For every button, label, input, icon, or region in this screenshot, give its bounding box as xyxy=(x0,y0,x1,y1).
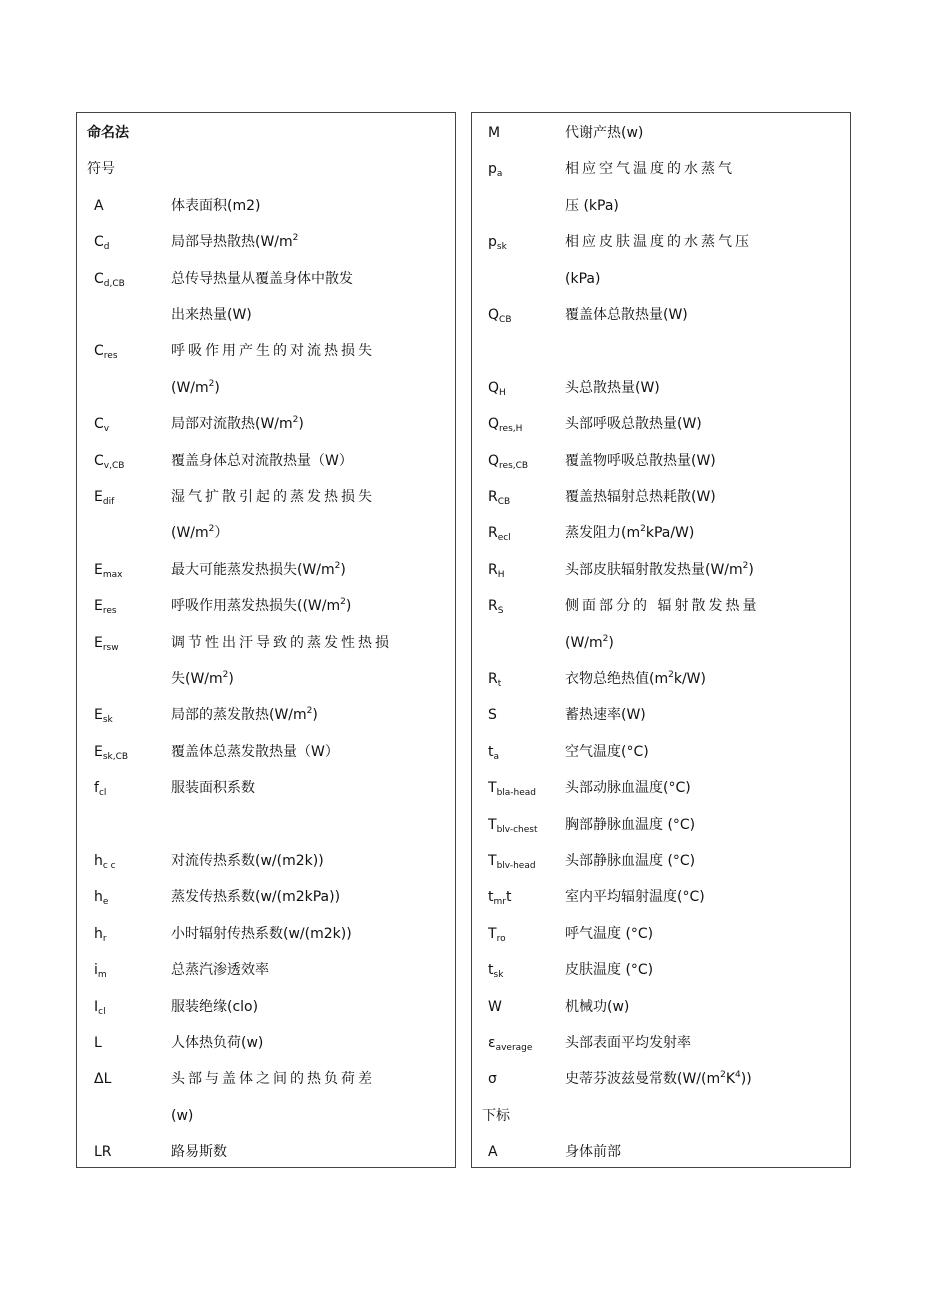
nomenclature-row xyxy=(472,406,850,442)
nomenclature-row xyxy=(472,661,850,697)
symbol: $C_d$ xyxy=(94,234,110,253)
nomenclature-row xyxy=(77,952,455,988)
symbol: S xyxy=(488,707,497,724)
description: 路易斯数 xyxy=(171,1144,227,1161)
description: 头部表面平均发射率 xyxy=(565,1035,691,1051)
symbol: A xyxy=(94,197,104,214)
nomenclature-row xyxy=(472,807,850,843)
symbol-subscript: d,CB xyxy=(103,278,125,289)
symbol: $f_{cl}$ xyxy=(94,780,107,799)
nomenclature-row xyxy=(77,406,455,442)
description-superscript: 2 xyxy=(668,670,674,680)
symbol-subscript: v xyxy=(103,424,110,435)
description: 呼吸作用产生的对流热损失 xyxy=(171,343,375,360)
symbol: W xyxy=(488,998,502,1015)
nomenclature-row xyxy=(77,370,455,406)
symbol-subscript: sk xyxy=(102,715,113,726)
symbol-subscript: res,H xyxy=(499,424,523,435)
description: 服装绝缘(clo) xyxy=(171,998,259,1015)
symbol: $h_{c c}$ xyxy=(94,853,116,871)
nomenclature-row xyxy=(472,1061,850,1097)
symbol-subscript: max xyxy=(102,569,123,580)
symbol-subscript: sk,CB xyxy=(102,751,129,762)
symbol-subscript: sk xyxy=(493,970,504,981)
symbol-subscript: sk xyxy=(496,242,507,253)
description: $(W/m^2)$ xyxy=(171,378,220,396)
symbol: $h_e$ xyxy=(94,889,109,908)
description: 空气温度(°C) xyxy=(565,743,649,760)
nomenclature-row xyxy=(472,879,850,915)
description: 调节性出汗导致的蒸发性热损 xyxy=(171,634,392,651)
symbol-subscript: c c xyxy=(102,861,116,871)
nomenclature-row xyxy=(77,661,455,697)
symbol: $R_{CB}$ xyxy=(488,489,511,507)
symbol-subscript: res xyxy=(102,606,117,617)
symbol-subscript: rsw xyxy=(102,642,119,653)
description: 头部静脉血温度 (°C) xyxy=(565,853,696,869)
nomenclature-row xyxy=(472,224,850,260)
symbol-subscript: S xyxy=(497,606,504,617)
symbol-subscript: cl xyxy=(98,1006,106,1017)
description-superscript: 2 xyxy=(720,1070,726,1081)
symbol-subscript: H xyxy=(497,569,505,580)
symbol-subscript: cl xyxy=(98,788,107,799)
description: 头部与盖体之间的热负荷差 xyxy=(171,1071,375,1088)
nomenclature-row xyxy=(77,588,455,624)
nomenclature-row xyxy=(472,515,850,551)
symbol: $E_{sk,CB}$ xyxy=(94,743,129,762)
nomenclature-row xyxy=(472,370,850,406)
nomenclature-left-panel xyxy=(76,112,456,1168)
nomenclature-row xyxy=(472,115,850,151)
description: 机械功(w) xyxy=(565,998,630,1015)
description: 局部导热散热($W/m^2$ xyxy=(171,233,299,251)
symbol: $C_{res}$ xyxy=(94,343,118,362)
nomenclature-row xyxy=(472,151,850,187)
symbol-subscript: mr xyxy=(493,897,506,908)
description: (kPa) xyxy=(565,270,601,287)
description: 衣物总绝热值$(m^2k/W)$ xyxy=(565,670,706,687)
description: 史蒂芬波兹曼常数$(W/(m^2K^4))$ xyxy=(565,1070,752,1088)
symbol: $t_a$ xyxy=(488,743,500,762)
symbol: $Q_H$ xyxy=(488,379,506,398)
symbol: $T_{bla-head}$ xyxy=(488,780,537,799)
symbol: $T_{blv-head}$ xyxy=(488,853,536,871)
nomenclature-row xyxy=(77,297,455,333)
description: 皮肤温度 (°C) xyxy=(565,962,654,979)
nomenclature-row xyxy=(77,770,455,806)
nomenclature-row xyxy=(472,989,850,1025)
symbol: $p_a$ xyxy=(488,161,503,180)
nomenclature-right-panel xyxy=(471,112,851,1168)
nomenclature-row xyxy=(472,188,850,224)
symbol-subscript: d xyxy=(103,242,110,253)
description: 压 (kPa) xyxy=(565,197,619,214)
symbol: M xyxy=(488,125,501,141)
description-superscript: 2 xyxy=(222,670,229,680)
symbol: $i_m$ xyxy=(94,962,107,981)
description: 总蒸汽渗透效率 xyxy=(171,962,269,979)
nomenclature-row xyxy=(77,697,455,733)
symbol-subscript: blv-head xyxy=(496,861,536,871)
symbol: $h_r$ xyxy=(94,925,107,944)
description-superscript: 2 xyxy=(640,524,646,535)
nomenclature-row xyxy=(77,479,455,515)
description-superscript: 2 xyxy=(340,597,346,608)
symbol-subscript: res xyxy=(103,351,118,362)
description-superscript: 4 xyxy=(735,1070,741,1081)
nomenclature-row xyxy=(472,443,850,479)
symbol: LR xyxy=(94,1144,112,1161)
symbols-heading: 符号 xyxy=(87,161,115,178)
description: 覆盖体总蒸发散热量（W） xyxy=(171,743,339,760)
symbol-subscript: a xyxy=(493,751,500,762)
description: 覆盖热辐射总热耗散(W) xyxy=(565,489,716,505)
description: 蓄热速率(W) xyxy=(565,707,646,724)
symbol: L xyxy=(94,1035,102,1051)
nomenclature-row xyxy=(77,807,455,843)
symbol: $I_{cl}$ xyxy=(94,998,106,1017)
section-heading-row xyxy=(77,115,455,151)
description: 体表面积(m2) xyxy=(171,197,261,214)
symbol: $R_H$ xyxy=(488,561,505,580)
symbol-subscript: CB xyxy=(497,497,511,507)
symbol: $C_{d,CB}$ xyxy=(94,270,125,289)
description: $(W/m^2)$ xyxy=(565,633,614,651)
nomenclature-row xyxy=(472,625,850,661)
description-superscript: 2 xyxy=(292,415,299,426)
symbol-subscript: res,CB xyxy=(499,460,529,471)
description: 最大可能蒸发热损失$(W/m^2)$ xyxy=(171,560,346,578)
symbol-subscript: H xyxy=(499,387,506,398)
description: 局部对流散热$(W/m^2)$ xyxy=(171,415,304,433)
description: 覆盖身体总对流散热量（W） xyxy=(171,452,353,469)
nomenclature-row xyxy=(77,261,455,297)
description: 室内平均辐射温度(°C) xyxy=(565,889,705,906)
description-superscript: 2 xyxy=(208,378,215,389)
description: 头部动脉血温度(°C) xyxy=(565,780,691,797)
description: 失$(W/m^2)$ xyxy=(171,670,234,687)
nomenclature-row xyxy=(77,843,455,879)
nomenclature-row xyxy=(77,552,455,588)
nomenclature-row xyxy=(77,989,455,1025)
symbol-subscript: bla-head xyxy=(496,788,537,799)
description-superscript: 2 xyxy=(742,560,749,571)
symbol: $Q_{res,CB}$ xyxy=(488,452,529,471)
description: 总传导热量从覆盖身体中散发 xyxy=(171,270,353,287)
symbol-subscript: a xyxy=(496,169,503,180)
nomenclature-row xyxy=(472,952,850,988)
nomenclature-row xyxy=(77,443,455,479)
description: 呼气温度 (°C) xyxy=(565,925,654,942)
description: 湿气扩散引起的蒸发热损失 xyxy=(171,489,375,505)
nomenclature-row xyxy=(472,261,850,297)
symbol: ΔL xyxy=(94,1071,112,1088)
description: 覆盖体总散热量(W) xyxy=(565,307,688,323)
description: 出来热量(W) xyxy=(171,307,252,323)
symbol: $C_v$ xyxy=(94,416,110,435)
description: (w) xyxy=(171,1107,194,1124)
symbol: $E_{dif}$ xyxy=(94,489,115,507)
symbol-subscript: m xyxy=(97,970,107,981)
nomenclature-row xyxy=(472,697,850,733)
nomenclature-row xyxy=(77,879,455,915)
description: 相应空气温度的水蒸气 xyxy=(565,161,735,178)
nomenclature-row xyxy=(472,479,850,515)
symbol-subscript: e xyxy=(102,897,109,908)
symbol: $E_{max}$ xyxy=(94,561,123,580)
nomenclature-row xyxy=(77,1098,455,1134)
symbol-subscript: t xyxy=(497,679,502,689)
symbol: σ xyxy=(488,1071,497,1088)
nomenclature-row xyxy=(472,333,850,369)
description-superscript: 2 xyxy=(334,560,341,571)
symbol: $T_{ro}$ xyxy=(488,925,506,944)
symbol: $E_{res}$ xyxy=(94,598,117,617)
description: 代谢产热(w) xyxy=(565,125,644,141)
nomenclature-row xyxy=(472,770,850,806)
symbol-subscript: blv-chest xyxy=(496,824,538,835)
description-superscript: 2 xyxy=(208,524,215,535)
symbol: $p_{sk}$ xyxy=(488,234,507,253)
nomenclature-row xyxy=(77,333,455,369)
symbol: $R_S$ xyxy=(488,598,504,617)
symbol-subscript: v,CB xyxy=(103,460,125,471)
symbol-subscript: r xyxy=(102,933,107,944)
symbol: $R_{ecl}$ xyxy=(488,525,511,544)
description: 相应皮肤温度的水蒸气压 xyxy=(565,234,752,251)
description-superscript: 2 xyxy=(602,633,609,644)
nomenclature-row xyxy=(77,1025,455,1061)
description: 局部的蒸发散热$(W/m^2)$ xyxy=(171,706,318,724)
symbol: $\varepsilon_{average}$ xyxy=(488,1035,533,1053)
description: 呼吸作用蒸发热损失($(W/m^2)$ xyxy=(171,597,352,615)
symbol: $R_t$ xyxy=(488,671,502,689)
symbol: $E_{sk}$ xyxy=(94,707,113,726)
symbol: $E_{rsw}$ xyxy=(94,634,119,653)
symbol-subscript: ecl xyxy=(497,533,511,544)
symbol-subscript: dif xyxy=(102,497,115,507)
description: 蒸发传热系数(w/(m2kPa)) xyxy=(171,889,341,906)
nomenclature-row xyxy=(77,188,455,224)
nomenclature-row xyxy=(77,916,455,952)
nomenclature-row xyxy=(472,734,850,770)
nomenclature-row xyxy=(472,916,850,952)
nomenclature-row xyxy=(77,1134,455,1170)
nomenclature-row xyxy=(472,1025,850,1061)
symbol: A xyxy=(488,1144,498,1161)
description: 服装面积系数 xyxy=(171,780,255,797)
nomenclature-row xyxy=(77,734,455,770)
nomenclature-row xyxy=(472,1134,850,1170)
description: 头部皮肤辐射散发热量$(W/m^2)$ xyxy=(565,560,754,578)
description: $(W/m^2)$ xyxy=(171,524,229,542)
symbol: $T_{blv-chest}$ xyxy=(488,816,538,835)
description: 小时辐射传热系数(w/(m2k)) xyxy=(171,925,352,942)
symbol: $Q_{res,H}$ xyxy=(488,416,523,435)
symbol-subscript: ro xyxy=(496,933,506,944)
nomenclature-row xyxy=(472,588,850,624)
symbol: $t_{mr}t$ xyxy=(488,889,512,908)
symbol-subscript: CB xyxy=(499,315,512,325)
nomenclature-row xyxy=(77,515,455,551)
description-superscript: 2 xyxy=(306,706,313,717)
nomenclature-row xyxy=(77,1061,455,1097)
nomenclature-row xyxy=(472,552,850,588)
section-heading-row xyxy=(77,151,455,187)
description-superscript: 2 xyxy=(292,233,299,244)
subscript-heading: 下标 xyxy=(482,1107,510,1124)
description: 覆盖物呼吸总散热量(W) xyxy=(565,452,716,469)
description: 身体前部 xyxy=(565,1144,621,1161)
nomenclature-title: 命名法 xyxy=(87,125,129,141)
description: 胸部静脉血温度 (°C) xyxy=(565,816,696,833)
symbol: $t_{sk}$ xyxy=(488,962,504,981)
nomenclature-row xyxy=(77,224,455,260)
description: 对流传热系数(w/(m2k)) xyxy=(171,853,324,869)
symbol: $Q_{CB}$ xyxy=(488,307,512,325)
nomenclature-row xyxy=(77,625,455,661)
symbol: $C_{v,CB}$ xyxy=(94,452,125,471)
description: 头部呼吸总散热量(W) xyxy=(565,416,702,433)
description: 头总散热量(W) xyxy=(565,379,660,396)
description: 侧面部分的 辐射散发热量 xyxy=(565,598,760,615)
description: 人体热负荷(w) xyxy=(171,1035,264,1051)
symbol-subscript: average xyxy=(495,1043,533,1053)
nomenclature-row xyxy=(472,297,850,333)
nomenclature-row xyxy=(472,1098,850,1134)
nomenclature-row xyxy=(472,843,850,879)
description: 蒸发阻力$(m^2kPa/W)$ xyxy=(565,524,695,542)
